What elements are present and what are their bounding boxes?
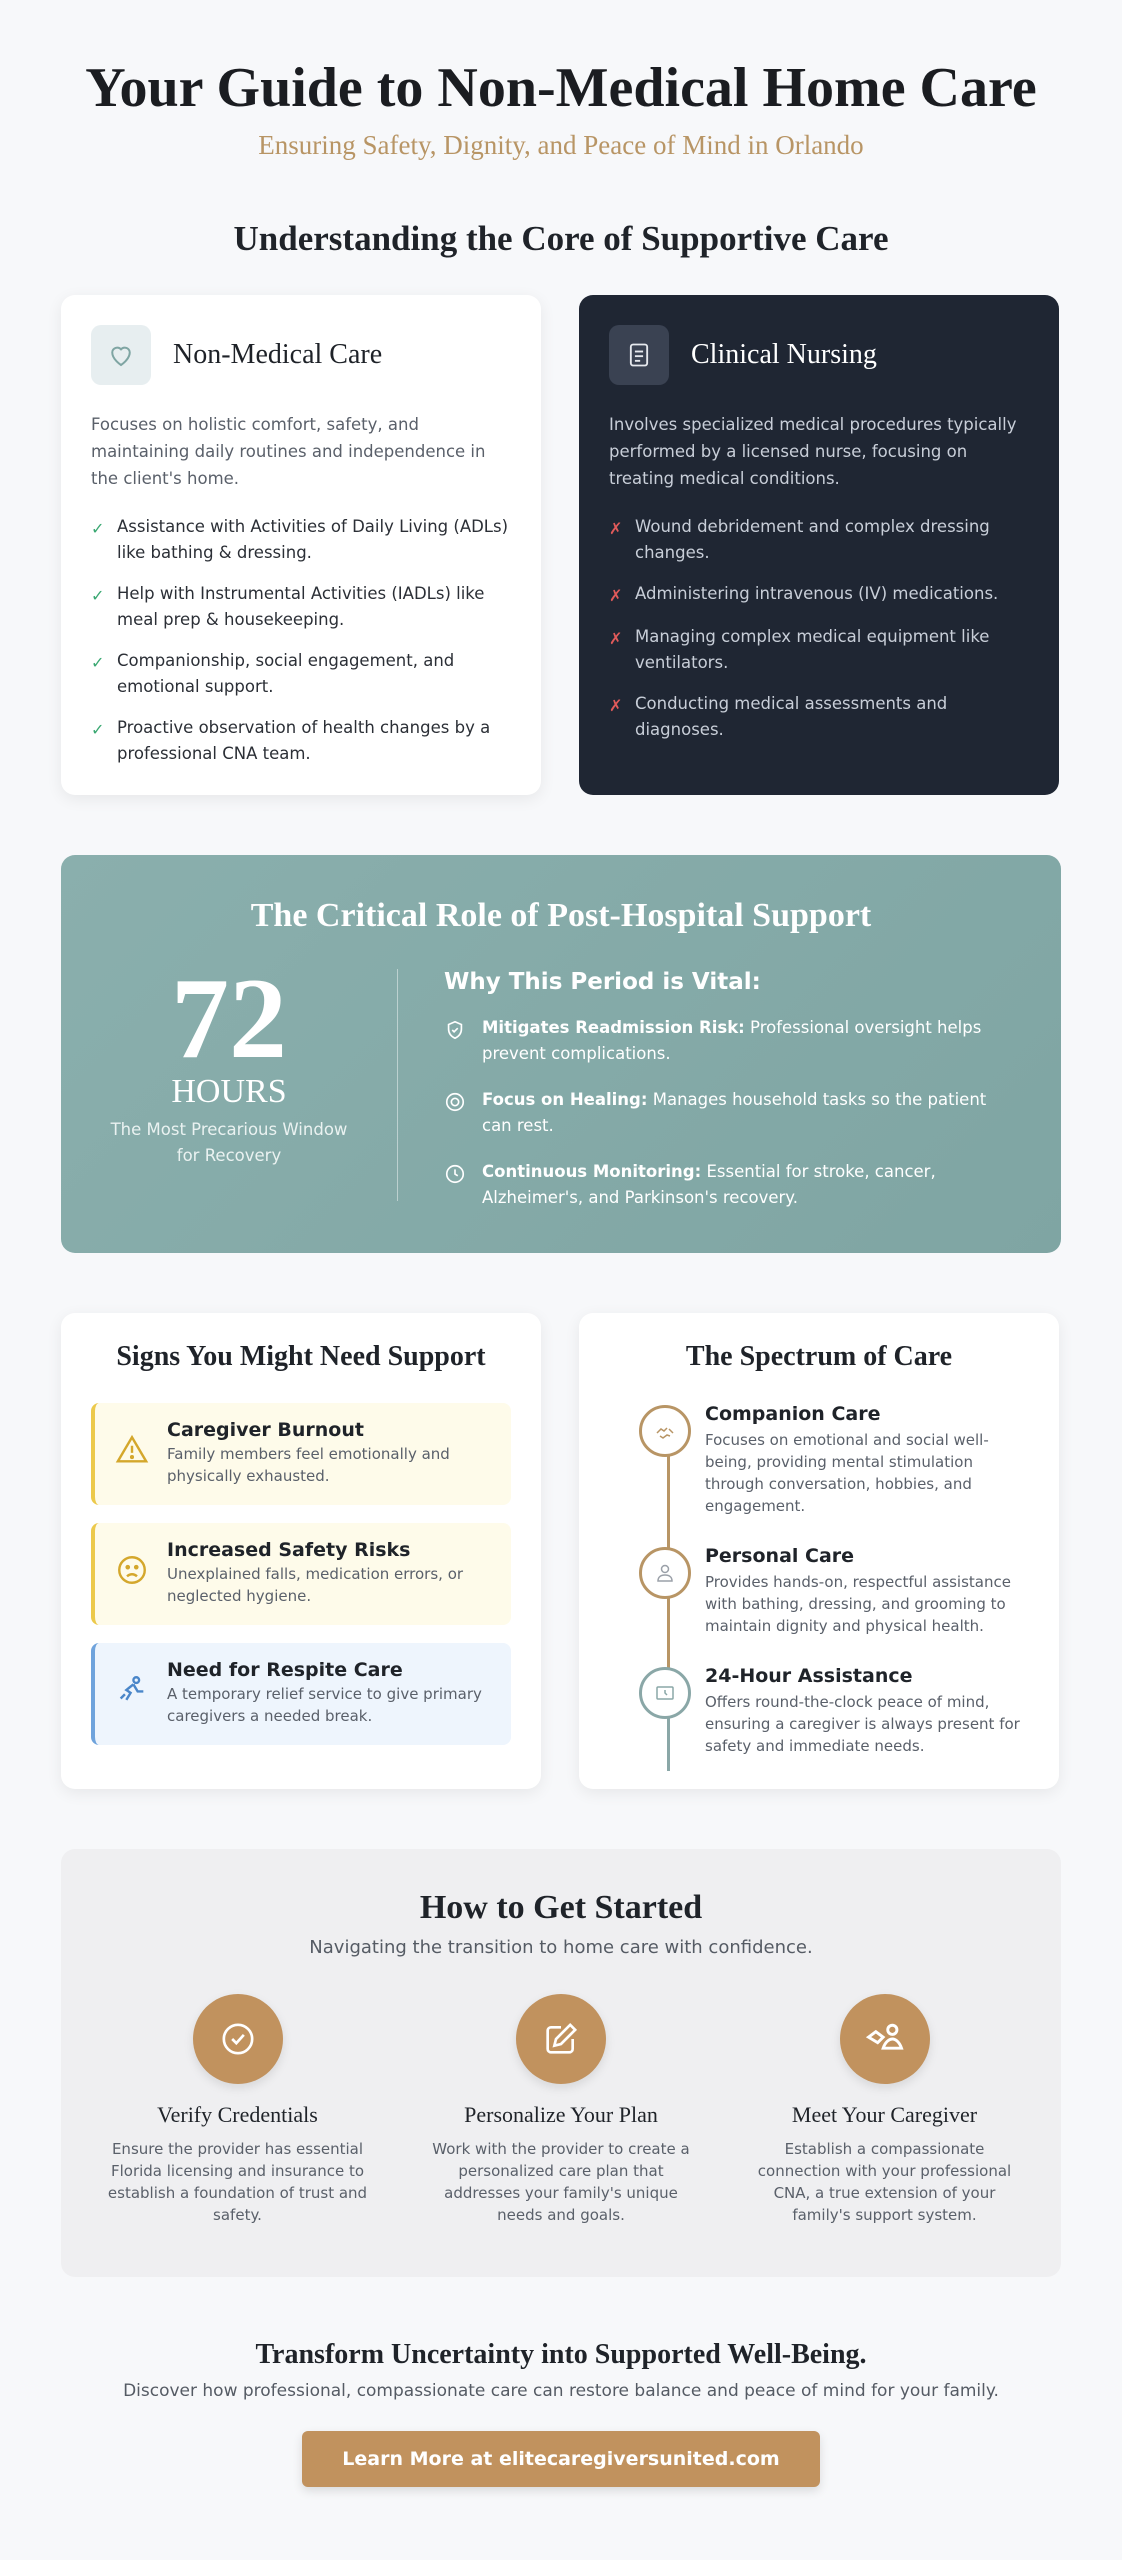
care-comparison — [0, 295, 1122, 795]
list-item: ✓ Proactive observation of health changes by a professional CNA team. — [91, 715, 511, 767]
cross-icon: ✗ — [609, 586, 623, 605]
page-subtitle: Ensuring Safety, Dignity, and Peace of Mind in Orlando — [258, 130, 864, 160]
list-item: ✗ Wound debridement and complex dressing changes. — [609, 514, 1029, 566]
hours-caption: The Most Precarious Window for Recovery — [110, 1120, 348, 1165]
step-item: Meet Your Caregiver Establish a compassionate connection with your professional CNA, a true extension of your family's support system. — [748, 1994, 1021, 2226]
person-icon — [639, 1547, 691, 1599]
hours-unit: HOURS — [171, 1073, 287, 1110]
warning-icon — [115, 1433, 149, 1467]
non-medical-title: Non-Medical Care — [173, 339, 383, 370]
check-icon: ✓ — [91, 653, 105, 672]
heart-icon — [91, 325, 151, 385]
check-circle-icon — [193, 1994, 283, 2084]
non-medical-list — [91, 514, 511, 767]
list-item: ✗ Managing complex medical equipment like ventilators. — [609, 624, 1029, 676]
signs-and-spectrum — [0, 1313, 1122, 1789]
learn-more-button[interactable]: Learn More at elitecaregiversunited.com — [302, 2431, 820, 2487]
handshake-icon — [840, 1994, 930, 2084]
signs-title: Signs You Might Need Support — [116, 1341, 486, 1372]
list-item: ✓ Assistance with Activities of Daily Living (ADLs) like bathing & dressing. — [91, 514, 511, 566]
vital-item: Continuous Monitoring: Essential for stroke, cancer, Alzheimer's, and Parkinson's recovery. — [444, 1159, 1018, 1211]
step-item: Verify Credentials Ensure the provider has essential Florida licensing and insurance to establish a foundation of trust and safety. — [101, 1994, 374, 2226]
check-icon: ✓ — [91, 519, 105, 538]
cross-icon: ✗ — [609, 519, 623, 538]
step-item: Personalize Your Plan Work with the provider to create a personalized care plan that addresses your family's unique needs and goals. — [425, 1994, 698, 2226]
hours-stat — [61, 955, 397, 1211]
list-item: ✓ Help with Instrumental Activities (IADLs) like meal prep & housekeeping. — [91, 581, 511, 633]
timeline-item: Companion Care Focuses on emotional and social well-being, providing mental stimulation through conversation, hobbies, and engagement. — [639, 1403, 1029, 1517]
vital-list — [398, 969, 1018, 1211]
list-item: ✗ Conducting medical assessments and diagnoses. — [609, 691, 1029, 743]
non-medical-description: Focuses on holistic comfort, safety, and maintaining daily routines and independence in the client's home. — [91, 415, 486, 488]
non-medical-card — [61, 295, 541, 795]
timeline-item: Personal Care Provides hands-on, respectful assistance with bathing, dressing, and grooming to maintain dignity and physical health. — [639, 1545, 1029, 1637]
edit-icon — [516, 1994, 606, 2084]
spectrum-panel — [579, 1313, 1059, 1789]
sign-item: Caregiver Burnout Family members feel emotionally and physically exhausted. — [91, 1403, 511, 1505]
footer-subtitle: Discover how professional, compassionate care can restore balance and peace of mind for your family. — [123, 2381, 999, 2401]
get-started-subtitle: Navigating the transition to home care with confidence. — [309, 1937, 813, 1958]
post-hospital-section — [61, 855, 1061, 1253]
clinical-list — [609, 514, 1029, 743]
cross-icon: ✗ — [609, 629, 623, 648]
footer-title: Transform Uncertainty into Supported Well-Being. — [255, 2339, 867, 2370]
hours-number: 72 — [171, 955, 287, 1083]
hands-icon — [639, 1405, 691, 1457]
page-title: Your Guide to Non-Medical Home Care — [85, 57, 1037, 119]
sad-face-icon — [115, 1553, 149, 1587]
core-heading: Understanding the Core of Supportive Care — [233, 219, 889, 258]
person-fall-icon — [115, 1673, 149, 1707]
clinical-card — [579, 295, 1059, 795]
clinical-title: Clinical Nursing — [691, 339, 877, 370]
clock-24-icon — [639, 1667, 691, 1719]
footer — [0, 2339, 1122, 2487]
clipboard-icon — [609, 325, 669, 385]
vital-title: Why This Period is Vital: — [444, 969, 761, 995]
vital-item: Focus on Healing: Manages household tasks so the patient can rest. — [444, 1087, 1018, 1139]
get-started-section — [61, 1849, 1061, 2277]
signs-panel — [61, 1313, 541, 1789]
check-icon: ✓ — [91, 586, 105, 605]
timeline-item: 24-Hour Assistance Offers round-the-clock peace of mind, ensuring a caregiver is always present for safety and immediate needs. — [639, 1665, 1029, 1757]
sign-item: Need for Respite Care A temporary relief service to give primary caregivers a needed break. — [91, 1643, 511, 1745]
check-icon: ✓ — [91, 720, 105, 739]
get-started-title: How to Get Started — [419, 1889, 703, 1926]
sign-item: Increased Safety Risks Unexplained falls, medication errors, or neglected hygiene. — [91, 1523, 511, 1625]
spectrum-title: The Spectrum of Care — [685, 1341, 953, 1372]
clinical-description: Involves specialized medical procedures typically performed by a licensed nurse, focusing on treating medical conditions. — [609, 415, 1017, 488]
vital-item: Mitigates Readmission Risk: Professional oversight helps prevent complications. — [444, 1015, 1018, 1067]
clock-icon — [444, 1163, 466, 1185]
target-icon — [444, 1091, 466, 1113]
list-item: ✓ Companionship, social engagement, and emotional support. — [91, 648, 511, 700]
page-header — [0, 0, 1122, 161]
list-item: ✗ Administering intravenous (IV) medications. — [609, 581, 1029, 609]
post-hospital-title: The Critical Role of Post-Hospital Support — [250, 897, 872, 934]
care-timeline — [609, 1403, 1029, 1757]
steps — [61, 1994, 1061, 2226]
cross-icon: ✗ — [609, 696, 623, 715]
shield-check-icon — [444, 1019, 466, 1041]
